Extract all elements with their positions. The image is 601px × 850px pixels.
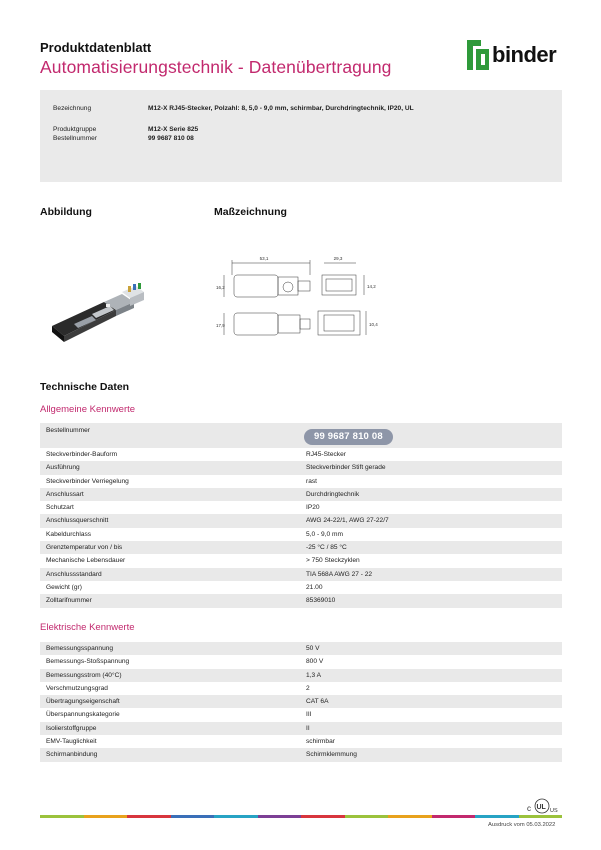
binder-logo-icon: [467, 40, 489, 70]
table-row: [40, 748, 562, 761]
row-label: Bemessungsstrom (40°C): [46, 671, 122, 679]
color-bar-segment: [301, 815, 345, 818]
table-row: Bestellnummer 99 9687 810 08: [40, 423, 562, 448]
row-value: 50 V: [306, 645, 320, 652]
table-row: [40, 708, 562, 721]
ul-suffix: US: [550, 808, 558, 814]
dim-label: 14,2: [367, 284, 376, 289]
document-subtitle: Automatisierungstechnik - Datenübertragung: [40, 57, 392, 77]
row-value: Durchdringtechnik: [306, 490, 360, 498]
svg-text:c: c: [527, 804, 531, 813]
info-row-produktgruppe: Produktgruppe M12-X Serie 825: [53, 126, 199, 133]
color-bar-segment: [345, 815, 389, 818]
elektrische-kennwerte-table: [40, 642, 562, 762]
info-row-bezeichnung: Bezeichnung M12-X RJ45-Stecker, Polzahl: 8, 5,0 - 9,0 mm, schirmbar, Durchdringtechnik, IP20, UL: [53, 105, 414, 112]
row-value: -25 °C / 85 °C: [306, 544, 347, 552]
svg-text:UL: UL: [536, 804, 546, 811]
row-label: Grenztemperatur von / bis: [46, 544, 123, 552]
row-value: 85369010: [306, 597, 336, 605]
table-row: [40, 475, 562, 488]
table-row: [40, 554, 562, 567]
dim-label: 29,3: [333, 256, 343, 261]
dimension-drawing: [214, 245, 384, 350]
section-technische-daten: Technische Daten: [40, 381, 130, 393]
row-value: schirmbar: [306, 738, 335, 746]
row-label: Übertragungseigenschaft: [46, 698, 120, 706]
table-row: [40, 642, 562, 655]
table-row: [40, 669, 562, 682]
row-value: III: [306, 711, 312, 719]
row-value: Schirmklemmung: [306, 751, 357, 759]
table-row: [40, 448, 562, 461]
table-row: [40, 488, 562, 501]
row-value: 5,0 - 9,0 mm: [306, 530, 344, 538]
table-row: [40, 528, 562, 541]
table-row: [40, 461, 562, 474]
row-label: Bemessungsspannung: [46, 645, 114, 652]
color-bar-segment: [258, 815, 302, 818]
table-row: [40, 501, 562, 514]
row-value: CAT 6A: [306, 698, 329, 706]
table-row: [40, 541, 562, 554]
footer-color-bar: [40, 815, 562, 818]
binder-logo: [467, 40, 567, 72]
color-bar-segment: [519, 815, 563, 818]
table-row: [40, 568, 562, 581]
color-bar-segment: [171, 815, 215, 818]
color-bar-segment: [388, 815, 432, 818]
section-masszeichnung: Maßzeichnung: [214, 206, 287, 218]
table-row: [40, 514, 562, 527]
row-label: Steckverbinder Verriegelung: [46, 477, 129, 485]
info-row-bestellnummer: Bestellnummer 99 9687 810 08: [53, 135, 194, 142]
dim-label: 10,4: [369, 322, 378, 327]
row-label: Steckverbinder-Bauform: [46, 451, 118, 458]
table-row: [40, 722, 562, 735]
dim-label: 53,1: [259, 256, 269, 261]
row-value: II: [306, 724, 310, 732]
row-value: 21.00: [306, 583, 323, 591]
row-label: Kabeldurchlass: [46, 530, 92, 538]
color-bar-segment: [475, 815, 519, 818]
subsection-elektrische-kennwerte: Elektrische Kennwerte: [40, 622, 135, 633]
row-label: Überspannungskategorie: [46, 711, 120, 719]
allgemeine-kennwerte-table: [40, 423, 562, 608]
dim-label: 16,2: [216, 285, 225, 290]
row-value: Steckverbinder Stift gerade: [306, 464, 386, 472]
print-date: Ausdruck vom 05.03.2022: [488, 822, 556, 828]
row-label: Ausführung: [46, 464, 80, 472]
table-row: [40, 695, 562, 708]
color-bar-segment: [432, 815, 476, 818]
dim-label: 17,9: [216, 323, 225, 328]
table-row: [40, 735, 562, 748]
section-abbildung: Abbildung: [40, 206, 92, 218]
row-label: Anschlussart: [46, 490, 84, 498]
logo-wordmark: binder: [492, 42, 557, 67]
row-value: rast: [306, 477, 317, 485]
row-label: Anschlussstandard: [46, 570, 102, 578]
row-label: Anschlussquerschnitt: [46, 517, 109, 525]
subsection-allgemeine-kennwerte: Allgemeine Kennwerte: [40, 404, 136, 415]
row-label: Schirmanbindung: [46, 751, 98, 759]
row-label: Isolierstoffgruppe: [46, 724, 97, 732]
color-bar-segment: [127, 815, 171, 818]
row-value: RJ45-Stecker: [306, 451, 346, 458]
row-value: 1,3 A: [306, 671, 322, 679]
color-bar-segment: [40, 815, 84, 818]
row-value: > 750 Steckzyklen: [306, 557, 360, 565]
row-label: EMV-Tauglichkeit: [46, 738, 97, 746]
table-row: [40, 682, 562, 695]
product-image: [44, 280, 154, 350]
row-value: AWG 24-22/1, AWG 27-22/7: [306, 517, 389, 525]
row-value: 800 V: [306, 658, 324, 666]
color-bar-segment: [214, 815, 258, 818]
table-row: [40, 655, 562, 668]
row-label: Verschmutzungsgrad: [46, 684, 108, 692]
row-value: 2: [306, 684, 310, 692]
row-value: TIA 568A AWG 27 - 22: [306, 570, 373, 578]
table-row: [40, 594, 562, 607]
document-title: Produktdatenblatt: [40, 40, 152, 55]
table-row: [40, 581, 562, 594]
product-info-box: [40, 90, 562, 182]
row-label: Bemessungs-Stoßspannung: [46, 658, 130, 666]
row-label: Zolltarifnummer: [46, 597, 92, 605]
ul-certification-mark: [527, 798, 561, 814]
row-label: Schutzart: [46, 504, 74, 512]
color-bar-segment: [84, 815, 128, 818]
order-number-badge: 99 9687 810 08: [304, 429, 393, 445]
row-value: IP20: [306, 504, 320, 512]
row-label: Mechanische Lebensdauer: [46, 557, 126, 565]
row-label: Gewicht (gr): [46, 583, 82, 591]
